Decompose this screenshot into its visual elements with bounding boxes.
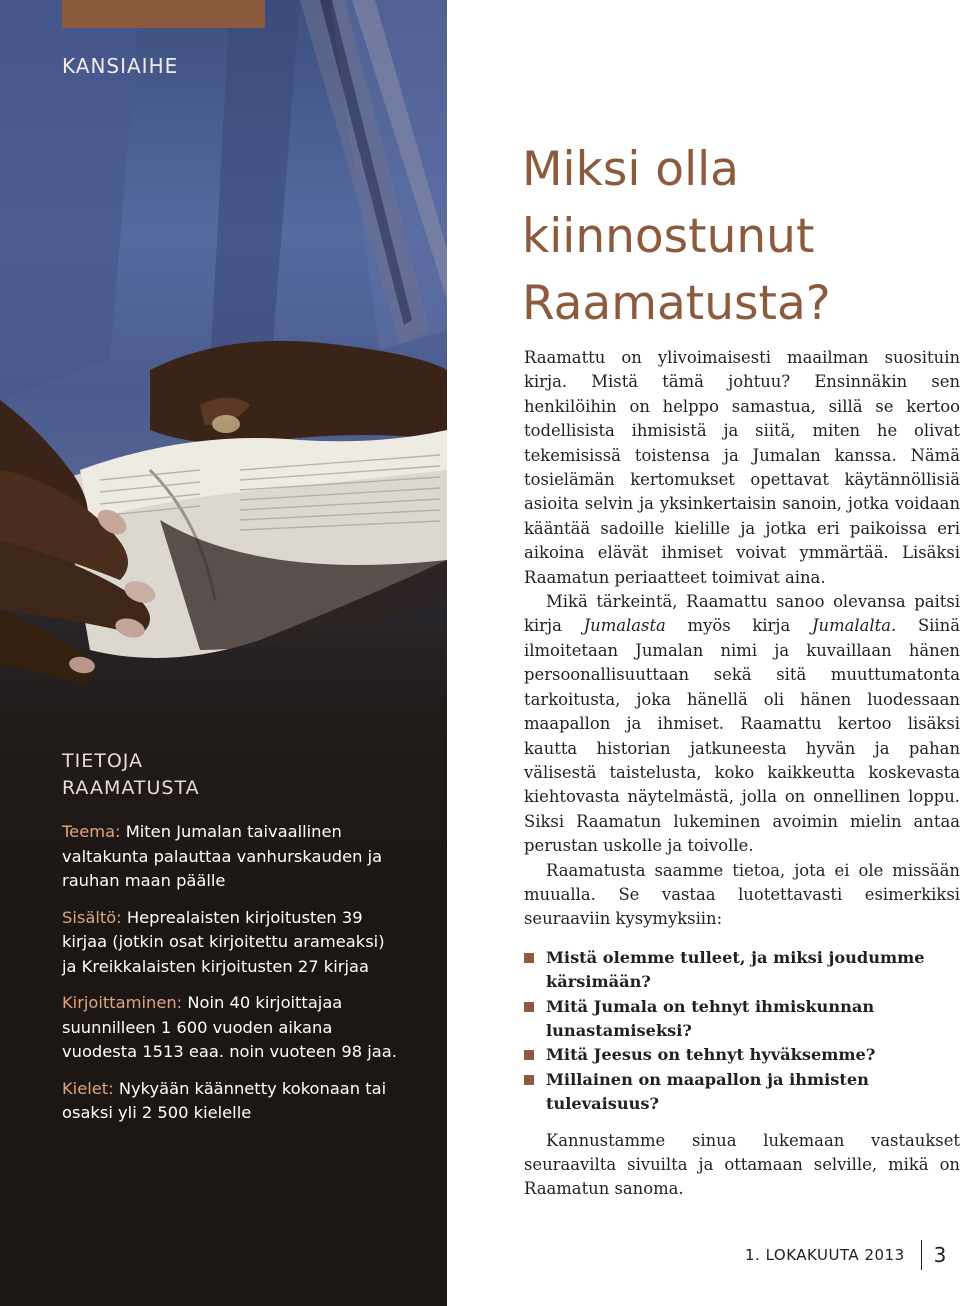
question-item xyxy=(524,995,960,1044)
fact-languages xyxy=(62,1077,402,1126)
cover-photo-bible-reading xyxy=(0,0,447,1306)
fact-label: Kielet: xyxy=(62,1078,114,1098)
fact-text: Noin 40 kirjoittajaa suunnilleen 1 600 vuoden aikana vuodesta 1513 eaa. noin vuoteen 98 jaa. xyxy=(62,993,397,1061)
fact-theme xyxy=(62,820,402,894)
square-bullet-icon xyxy=(524,953,534,963)
question-text: Mistä olemme tulleet, ja miksi joudumme kärsimään? xyxy=(546,947,925,992)
issue-date: 1. LOKAKUUTA 2013 xyxy=(745,1246,905,1264)
square-bullet-icon xyxy=(524,1002,534,1012)
facts-title-line-2: RAAMATUSTA xyxy=(62,777,200,799)
paragraph-3: Raamatusta saamme tietoa, jota ei ole missään muualla. Se vastaa luotettavasti esimerkiksi seuraaviin kysymyksiin: xyxy=(524,860,960,929)
square-bullet-icon xyxy=(524,1075,534,1085)
paragraph-1: Raamattu on ylivoimaisesti maailman suosituin kirja. Mistä tämä johtuu? Ensinnäkin sen henkilöihin on helppo samastua, sillä se kertoo todellisista ihmisistä ja siitä, miten he olivat tekemisissä toistensa ja Jumalan kanssa. Nämä tosielämän kertomukset opettavat käytännöllisiä asioita selvin ja yksinkertaisin sanoin, jotka voidaan kääntää sadoille kielille ja jotka eri paikoissa eri aikoina elävät ihmiset voivat ymmärtää. Lisäksi Raamatun periaatteet toimivat aina. xyxy=(524,348,960,587)
fact-label: Teema: xyxy=(62,822,121,841)
article-body xyxy=(524,346,960,1202)
question-list xyxy=(524,946,960,1117)
fact-label: Kirjoittaminen: xyxy=(62,993,183,1012)
facts-title xyxy=(62,748,402,802)
square-bullet-icon xyxy=(524,1050,534,1060)
paragraph-2-emphasis-2: Jumalalta. xyxy=(811,616,897,636)
paragraph-2 xyxy=(524,590,960,858)
question-item xyxy=(524,946,960,995)
headline-line-2: kiinnostunut xyxy=(522,209,815,264)
question-item xyxy=(524,1043,960,1067)
paragraph-4: Kannustamme sinua lukemaan vastaukset seuraavilta sivuilta ja ottamaan selville, mikä on Raamatun sanoma. xyxy=(524,1130,960,1199)
article-headline xyxy=(522,136,942,337)
facts-title-line-1: TIETOJA xyxy=(62,750,144,772)
section-color-tab xyxy=(62,0,265,28)
fact-text: Nykyään käännetty kokonaan tai osaksi yli 2 500 kielelle xyxy=(62,1078,387,1122)
headline-line-1: Miksi olla xyxy=(522,142,739,197)
fact-text: Heprealaisten kirjoitusten 39 kirjaa (jotkin osat kirjoitettu arameaksi) ja Kreikkalaisten kirjoitusten 27 kirjaa xyxy=(62,907,385,976)
paragraph-2-text-b: myös kirja xyxy=(665,616,812,636)
headline-line-3: Raamatusta? xyxy=(522,276,831,331)
page-footer xyxy=(745,1240,946,1270)
paragraph-2-text-c: Siinä ilmoitetaan Jumalan nimi ja kuvaillaan hänen persoonallisuuttaan sekä sitä muuttumatonta tarkoitusta, joka hänellä oli hänen luodessaan maapallon ja ihmiset. Raamattu kertoo lisäksi kautta historian jatkuneesta hyvän ja pahan välisestä taistelusta, koko kaikkeutta koskevasta kiehtovasta näytelmästä, jolla on onnellinen loppu. Siksi Raamatun lukeminen avoimin mielin antaa perustan uskolle ja toivolle. xyxy=(524,616,960,856)
fact-contents xyxy=(62,906,402,980)
paragraph-2-text-a: Mikä tärkeintä, Raamattu sanoo olevansa paitsi kirja xyxy=(524,592,960,636)
fact-text: Miten Jumalan taivaallinen valtakunta palauttaa vanhurskauden ja rauhan maan päälle xyxy=(62,822,383,890)
paragraph-2-emphasis-1: Jumalasta xyxy=(583,616,666,636)
fact-label: Sisältö: xyxy=(62,907,122,927)
question-text: Mitä Jumala on tehnyt ihmiskunnan lunastamiseksi? xyxy=(546,996,875,1040)
footer-divider xyxy=(921,1240,922,1270)
bible-facts-box xyxy=(62,748,402,1138)
question-text: Mitä Jeesus on tehnyt hyväksemme? xyxy=(546,1045,876,1065)
page-number: 3 xyxy=(933,1243,947,1267)
question-text: Millainen on maapallon ja ihmisten tulevaisuus? xyxy=(546,1069,869,1114)
question-item xyxy=(524,1068,960,1117)
section-tag: KANSIAIHE xyxy=(62,54,179,78)
fact-writing xyxy=(62,991,402,1065)
